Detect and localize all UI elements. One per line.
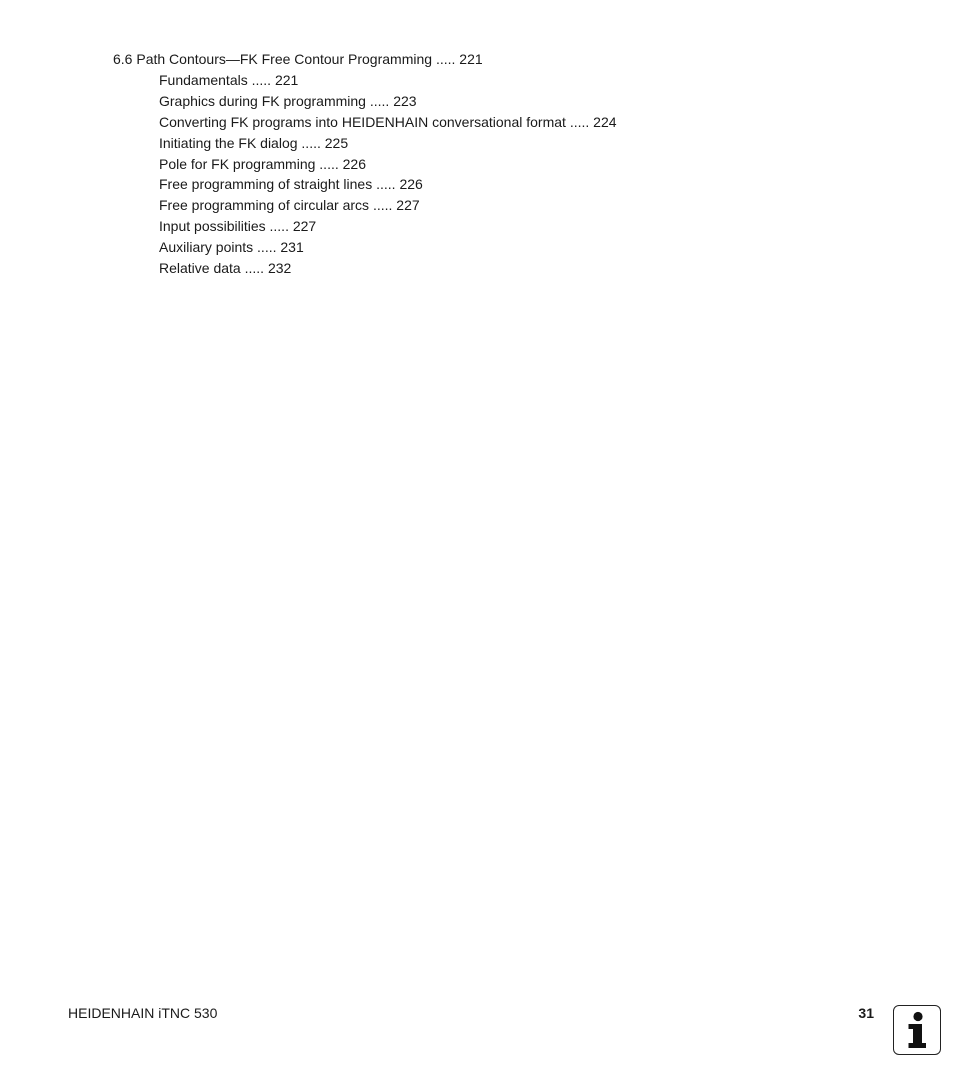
toc-entry-page: 223 — [393, 92, 417, 109]
table-of-contents — [113, 49, 617, 279]
info-icon — [893, 1005, 941, 1055]
toc-entry-title: Input possibilities — [159, 218, 266, 235]
toc-leader: ..... — [269, 218, 289, 235]
toc-entry-page: 227 — [292, 218, 317, 235]
toc-entry-page: 232 — [267, 260, 292, 277]
toc-entry[interactable] — [159, 70, 617, 91]
toc-subentries — [113, 70, 617, 279]
toc-entry-title: Initiating the FK dialog — [159, 134, 298, 151]
toc-leader: ..... — [319, 155, 339, 172]
page-number: 31 — [858, 1005, 874, 1021]
footer-title: HEIDENHAIN iTNC 530 — [68, 1005, 218, 1021]
toc-section-number: 6.6 — [113, 51, 133, 67]
toc-entry-page: 225 — [324, 134, 349, 151]
toc-entry-page: 226 — [342, 155, 366, 172]
toc-entry-title: Graphics during FK programming — [159, 92, 366, 109]
toc-entry-title: Free programming of straight lines — [159, 176, 373, 193]
toc-entry-title: Free programming of circular arcs — [159, 197, 370, 214]
toc-section-title: Path Contours—FK Free Contour Programming — [136, 51, 433, 67]
toc-entry-title: Pole for FK programming — [159, 155, 316, 172]
toc-entry-page: 224 — [593, 113, 617, 130]
toc-entry[interactable] — [159, 174, 617, 195]
toc-entry[interactable] — [159, 216, 617, 237]
toc-entry[interactable] — [159, 133, 617, 154]
toc-leader: ..... — [369, 92, 390, 109]
toc-section-page: 221 — [459, 51, 483, 67]
toc-leader: ..... — [435, 51, 456, 67]
toc-entry-page: 231 — [280, 239, 304, 256]
toc-leader: ..... — [301, 134, 321, 151]
toc-entry-title: Fundamentals — [159, 71, 248, 88]
toc-entry-page: 227 — [396, 197, 420, 214]
toc-leader: ..... — [376, 176, 396, 193]
toc-entry-title: Converting FK programs into HEIDENHAIN conversational format — [159, 113, 566, 130]
toc-entry-title: Relative data — [159, 260, 241, 277]
toc-leader: ..... — [372, 197, 393, 214]
toc-leader: ..... — [251, 71, 272, 88]
toc-entry-title: Auxiliary points — [159, 239, 254, 256]
toc-entry[interactable] — [159, 195, 617, 216]
toc-entry-page: 221 — [274, 71, 299, 88]
toc-section-entry[interactable] — [113, 49, 617, 70]
toc-leader: ..... — [569, 113, 590, 130]
toc-entry[interactable] — [159, 112, 617, 133]
toc-entry[interactable] — [159, 258, 617, 279]
toc-entry[interactable] — [159, 154, 617, 175]
toc-leader: ..... — [257, 239, 277, 256]
toc-leader: ..... — [244, 260, 265, 277]
toc-entry[interactable] — [159, 237, 617, 258]
toc-entry-page: 226 — [399, 176, 423, 193]
toc-entry[interactable] — [159, 91, 617, 112]
